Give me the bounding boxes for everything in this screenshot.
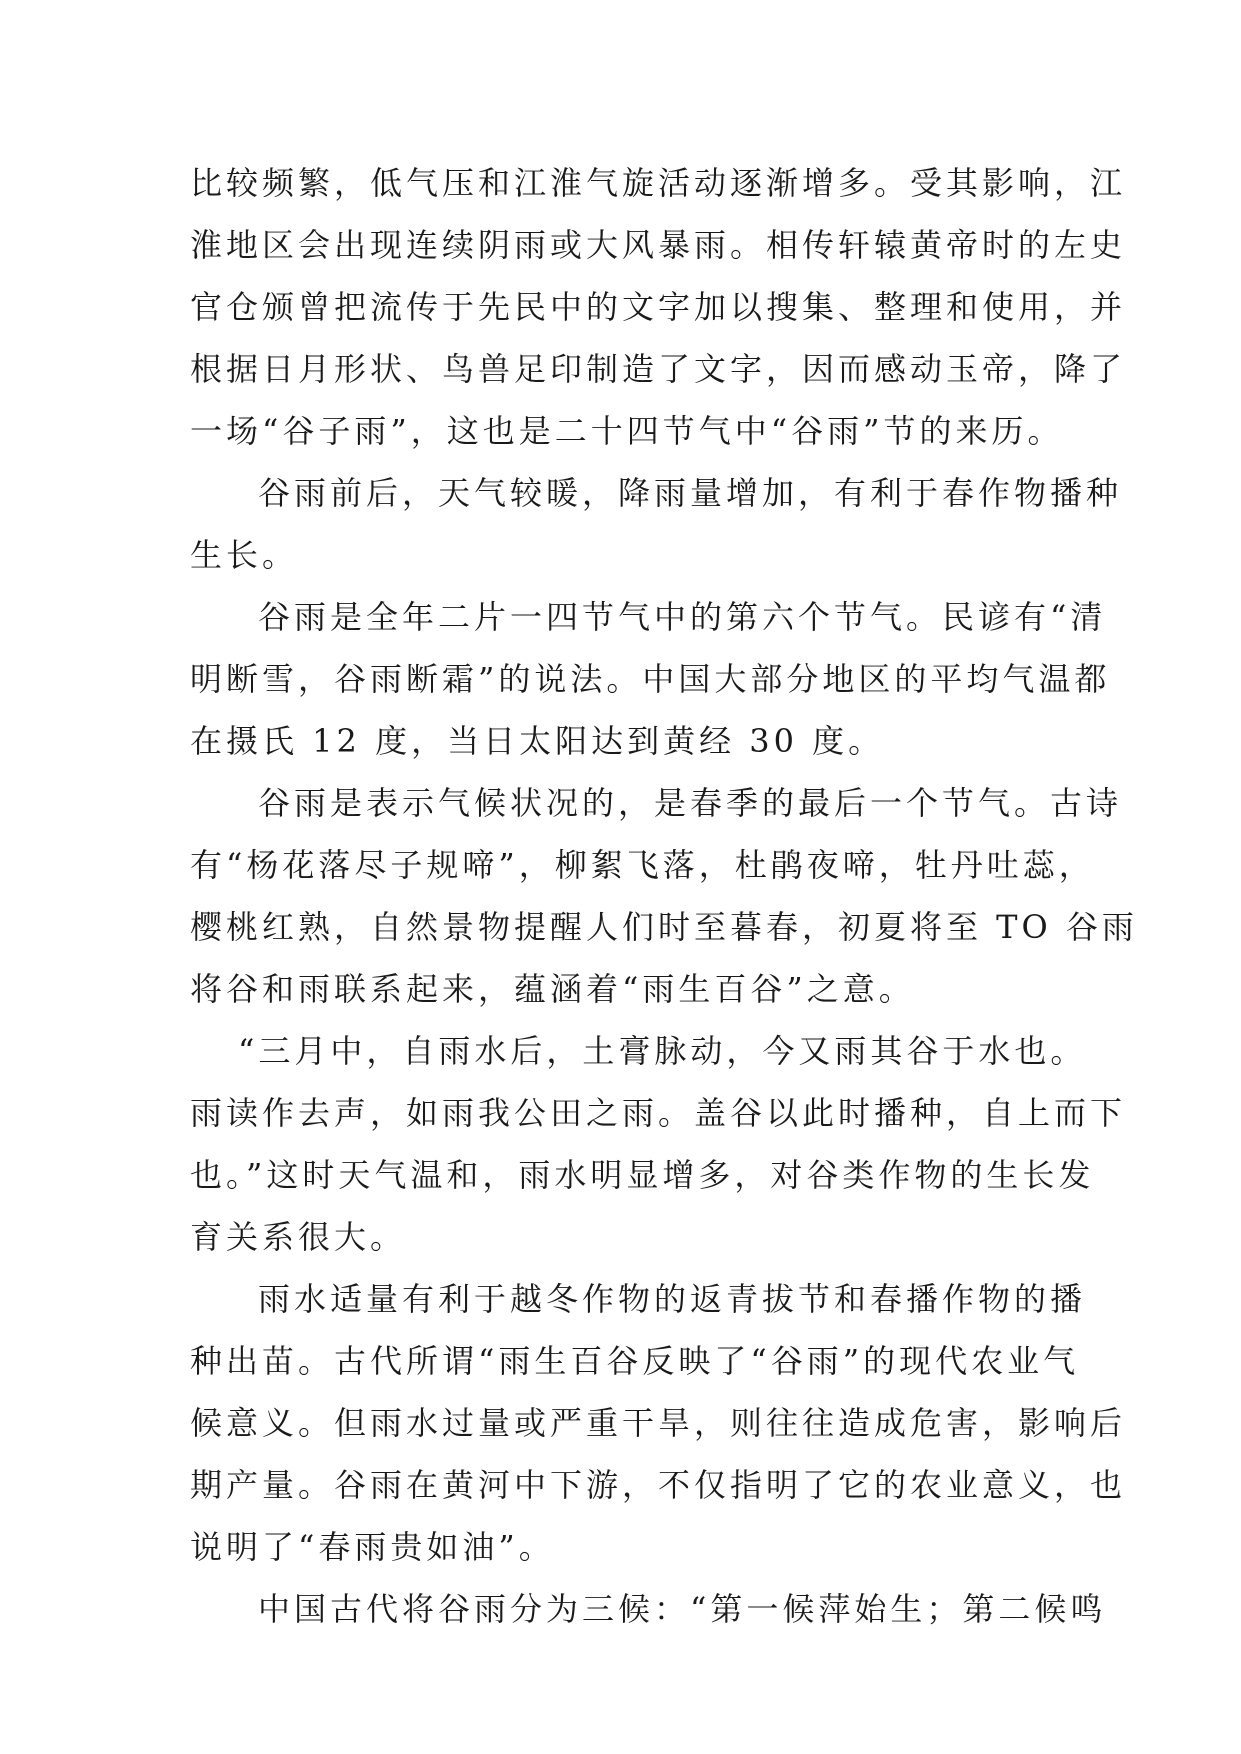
text-line: 说明了“春雨贵如油”。 — [190, 1528, 555, 1566]
text-line: 有“杨花落尽子规啼”，柳絮飞落，杜鹃夜啼，牡丹吐蕊， — [190, 846, 1095, 884]
text-line: 种出苗。古代所谓“雨生百谷反映了“谷雨”的现代农业气 — [190, 1342, 1080, 1380]
text-line: 中国古代将谷雨分为三候：“第一候萍始生；第二候鸣 — [258, 1590, 1107, 1628]
text-line: 将谷和雨联系起来，蕴涵着“雨生百谷”之意。 — [190, 970, 915, 1008]
text-line: 根据日月形状、鸟兽足印制造了文字，因而感动玉帝，降了 — [190, 350, 1127, 388]
text-line: 也。”这时天气温和，雨水明显增多，对谷类作物的生长发 — [190, 1156, 1095, 1194]
text-line: 谷雨是全年二片一四节气中的第六个节气。民谚有“清 — [258, 598, 1107, 636]
text-line: 樱桃红熟，自然景物提醒人们时至暮春，初夏将至 TO 谷雨 — [190, 908, 1138, 946]
text-line: 雨读作去声，如雨我公田之雨。盖谷以此时播种，自上而下 — [190, 1094, 1127, 1132]
text-line: 谷雨前后，天气较暖，降雨量增加，有利于春作物播种 — [258, 474, 1123, 512]
text-line: 比较频繁，低气压和江淮气旋活动逐渐增多。受其影响，江 — [190, 164, 1127, 202]
text-line: 雨水适量有利于越冬作物的返青拔节和春播作物的播 — [258, 1280, 1087, 1318]
text-line: 期产量。谷雨在黄河中下游，不仅指明了它的农业意义，也 — [190, 1466, 1127, 1504]
body-text — [190, 152, 1138, 1640]
text-line: 谷雨是表示气候状况的，是春季的最后一个节气。古诗 — [258, 784, 1123, 822]
text-line: “三月中，自雨水后，土膏脉动，今又雨其谷于水也。 — [238, 1032, 1087, 1070]
text-line: 淮地区会出现连续阴雨或大风暴雨。相传轩辕黄帝时的左史 — [190, 226, 1127, 264]
text-line: 在摄氏 12 度，当日太阳达到黄经 30 度。 — [190, 722, 885, 760]
text-line: 一场“谷子雨”，这也是二十四节气中“谷雨”节的来历。 — [190, 412, 1064, 450]
text-line: 生长。 — [190, 536, 299, 574]
text-line: 官仓颁曾把流传于先民中的文字加以搜集、整理和使用，并 — [190, 288, 1127, 326]
text-line: 育关系很大。 — [190, 1218, 407, 1256]
text-line: 明断雪，谷雨断霜”的说法。中国大部分地区的平均气温都 — [190, 660, 1111, 698]
text-line: 候意义。但雨水过量或严重干旱，则往往造成危害，影响后 — [190, 1404, 1127, 1442]
